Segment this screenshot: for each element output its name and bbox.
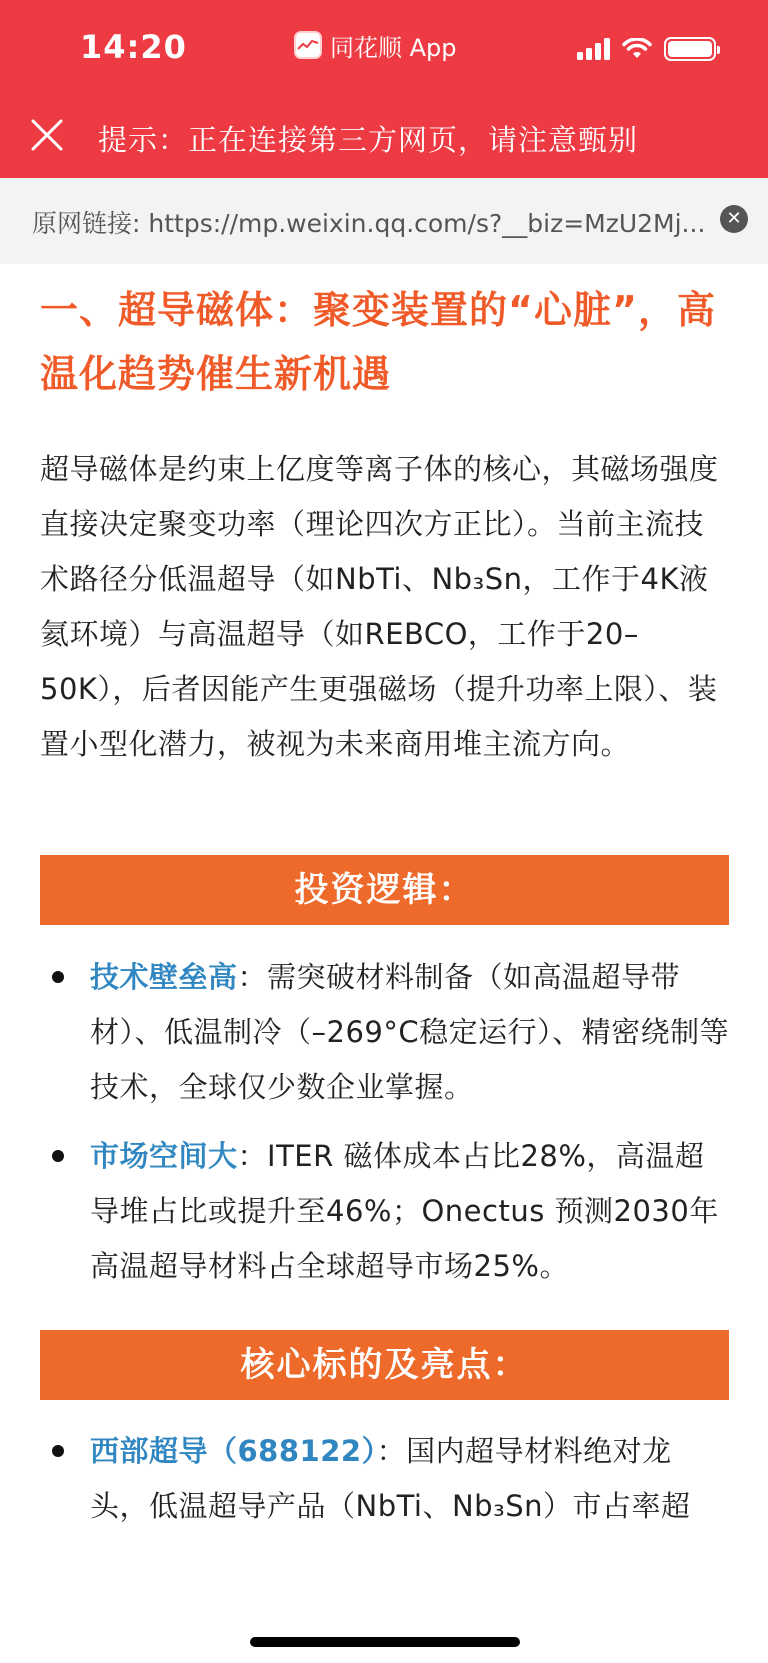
intro-paragraph: 超导磁体是约束上亿度等离子体的核心，其磁场强度直接决定聚变功率（理论四次方正比）。当前主流技术路径分低温超导（如NbTi、Nb₃Sn，工作于4K液氦环境）与高温超导（如REBCO，工作于20–50K），后者因能产生更强磁场（提升功率上限）、装置小型化潜力，被视为未来商用堆主流方向。 <box>40 452 719 761</box>
investment-logic-list <box>40 950 730 1308</box>
app-header <box>0 0 768 178</box>
battery-icon <box>664 37 716 61</box>
wifi-icon <box>622 38 652 60</box>
list-item-keyword: 市场空间大 <box>90 1139 238 1173</box>
home-indicator[interactable] <box>250 1637 520 1647</box>
source-url[interactable] <box>32 204 722 240</box>
source-url-label: 原网链接: <box>32 209 149 238</box>
article-content <box>40 264 730 772</box>
list-item-text: ：ITER 磁体成本占比28%，高温超导堆占比或提升至46%；Onectus 预测2030年高温超导材料占全球超导市场25%。 <box>90 1139 719 1283</box>
core-targets-list <box>40 1424 730 1548</box>
source-url-bar[interactable] <box>0 178 768 264</box>
bullet-icon <box>52 1150 64 1162</box>
bullet-icon <box>52 1445 64 1457</box>
list-item-text: ：国内超导材料绝对龙头，低温超导产品（NbTi、Nb₃Sn）市占率超 <box>90 1434 691 1523</box>
clear-url-icon[interactable]: ✕ <box>720 205 748 233</box>
close-icon[interactable] <box>30 118 64 152</box>
app-badge <box>294 28 457 62</box>
bullet-icon <box>52 971 64 983</box>
list-item-keyword[interactable]: 西部超导（688122） <box>90 1434 377 1468</box>
core-targets-banner: 核心标的及亮点： <box>40 1330 729 1400</box>
list-item <box>40 950 730 1115</box>
list-item-text: ：需突破材料制备（如高温超导带材）、低温制冷（–269°C稳定运行）、精密绕制等技术，全球仅少数企业掌握。 <box>90 960 730 1104</box>
list-item <box>40 1129 730 1294</box>
cellular-signal-icon <box>577 38 610 60</box>
list-item-keyword: 技术壁垒高 <box>90 960 238 994</box>
list-item <box>40 1424 730 1534</box>
status-icons <box>577 36 716 62</box>
third-party-notice <box>0 110 768 160</box>
app-logo <box>294 31 322 59</box>
section-title: 一、超导磁体：聚变装置的“心脏”，高温化趋势催生新机遇 <box>40 288 716 396</box>
app-name: 同花顺 App <box>330 33 457 62</box>
status-time: 14:20 <box>80 28 187 66</box>
chart-logo-icon <box>297 38 319 52</box>
source-url-value[interactable]: https://mp.weixin.qq.com/s?__biz=MzU2Mj... <box>148 209 706 238</box>
investment-logic-banner: 投资逻辑： <box>40 855 729 925</box>
notice-text: 提示：正在连接第三方网页，请注意甄别 <box>98 123 639 157</box>
